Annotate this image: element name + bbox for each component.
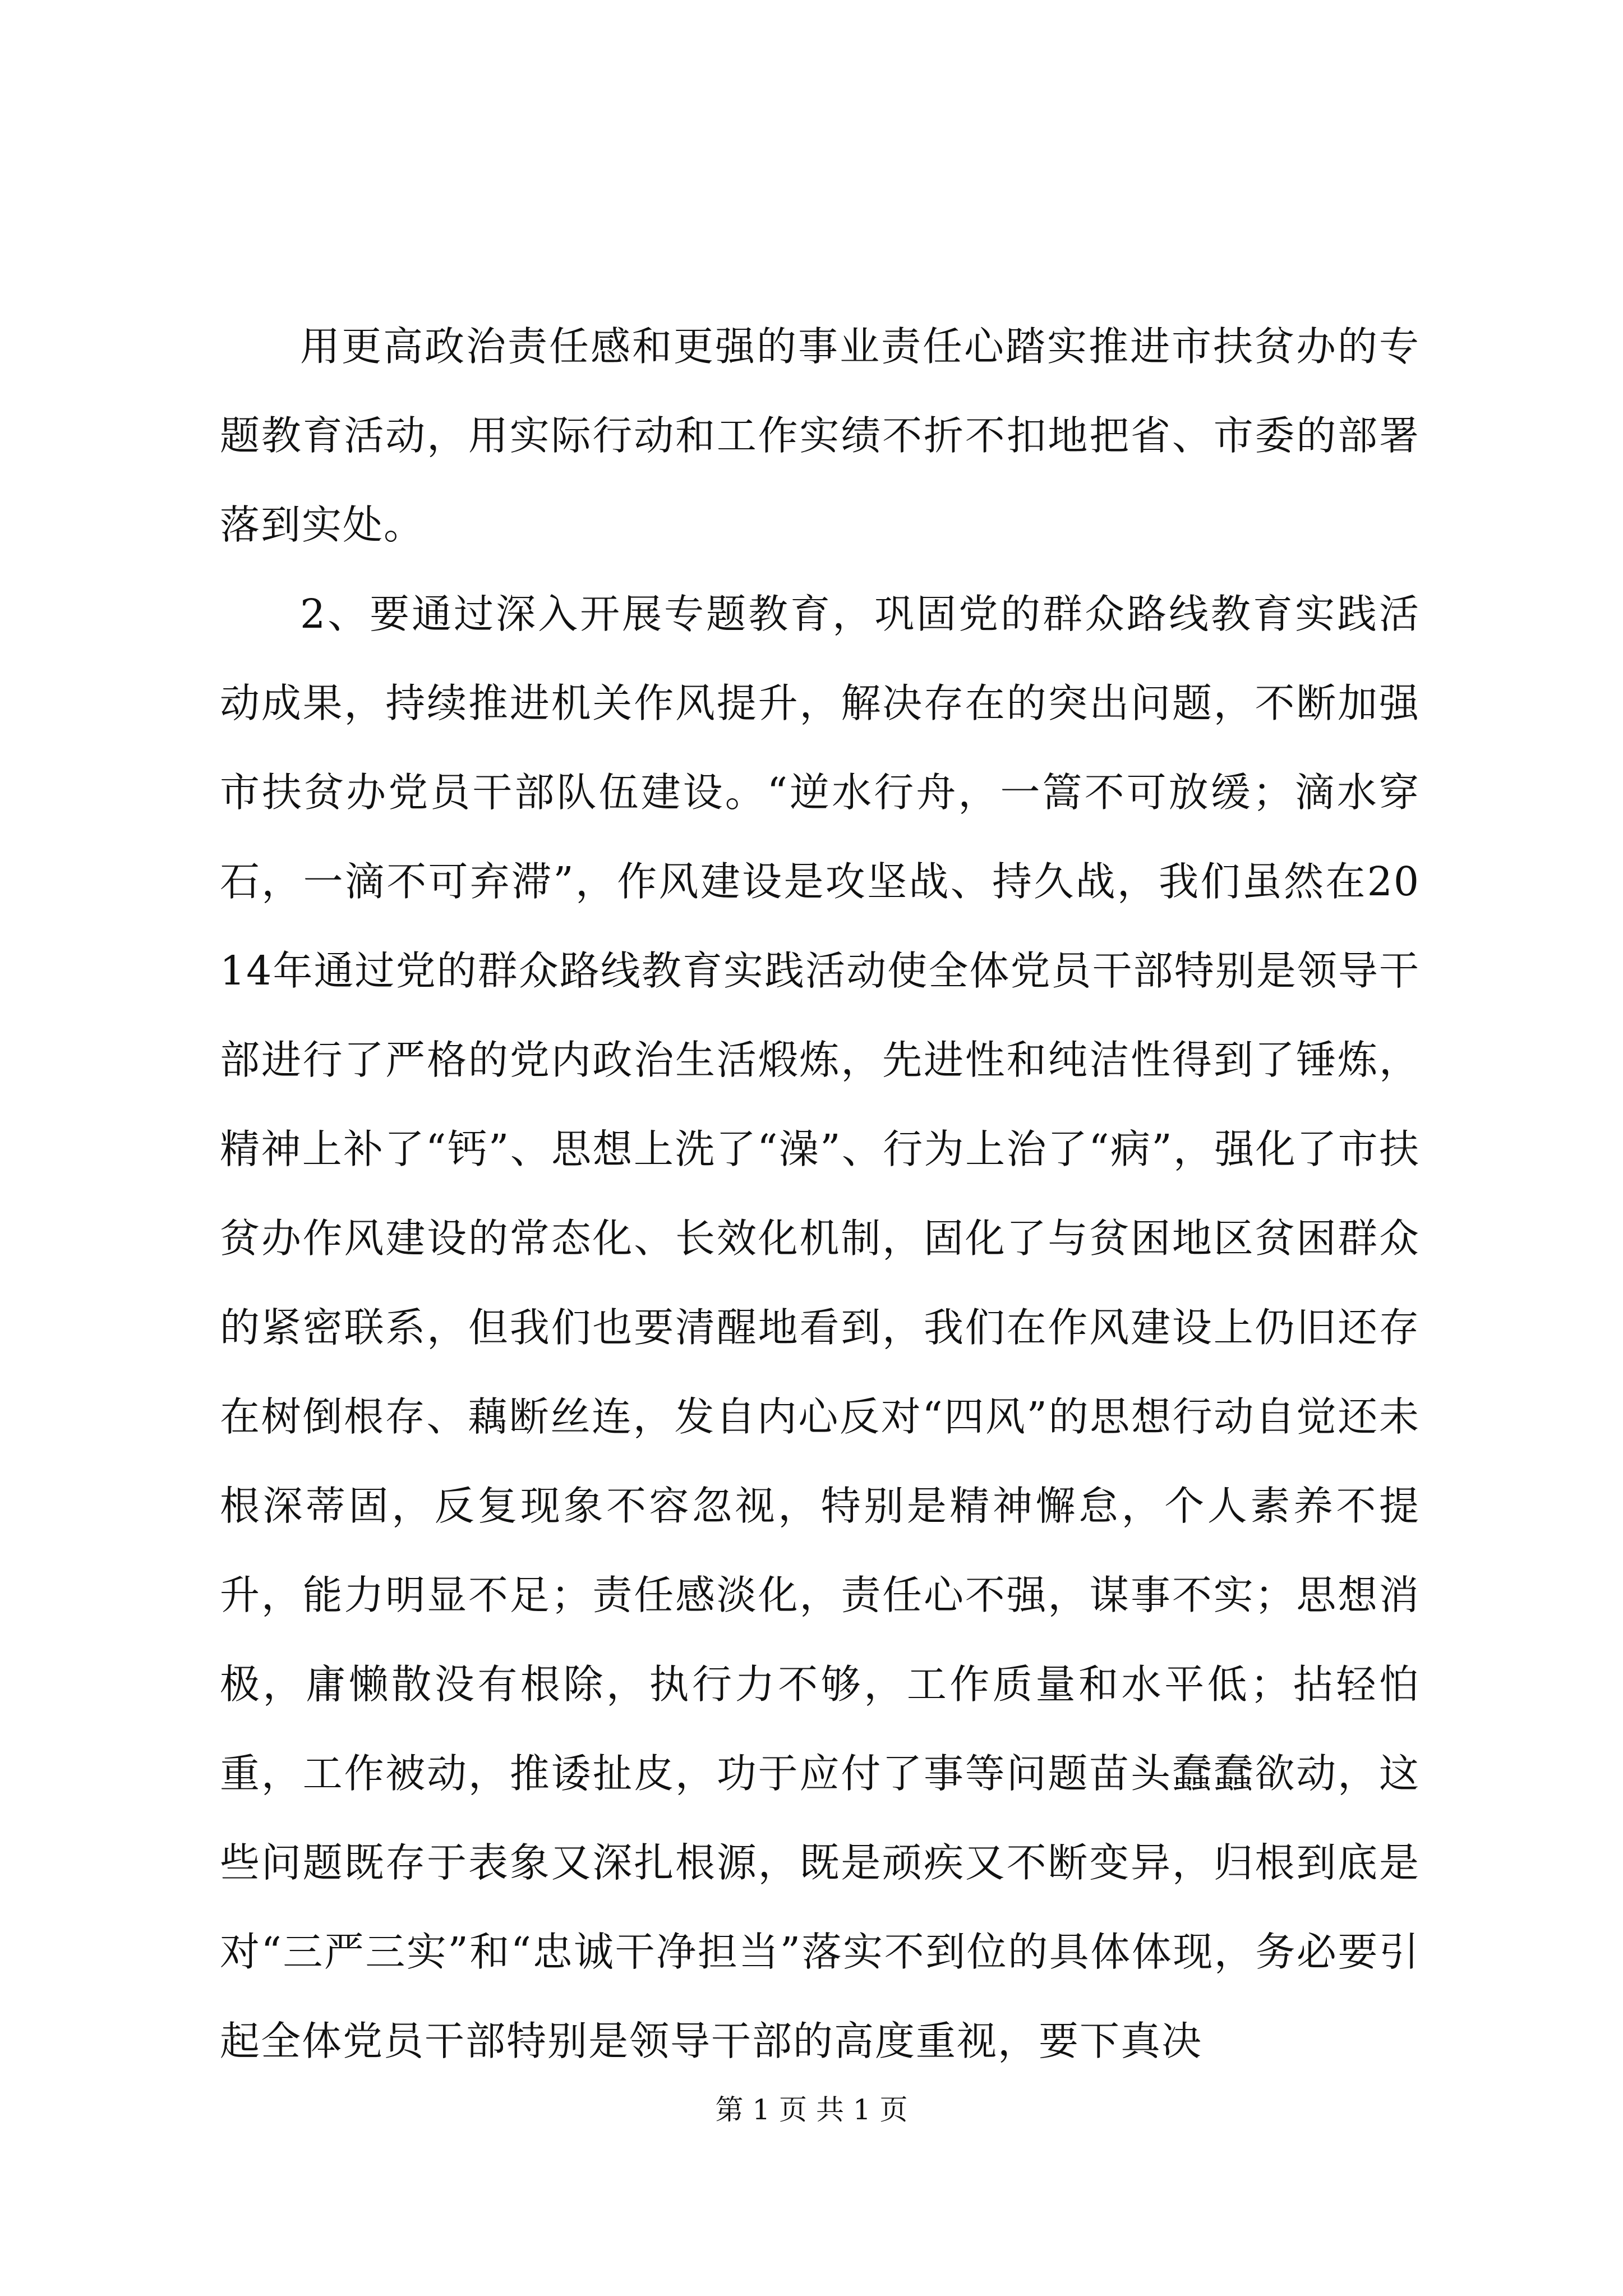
document-body	[220, 302, 1420, 2086]
paragraph-2: 2、要通过深入开展专题教育，巩固党的群众路线教育实践活动成果，持续推进机关作风提升，解决存在的突出问题，不断加强市扶贫办党员干部队伍建设。“逆水行舟，一篙不可放缓；滴水穿石，一滴不可弃滞”，作风建设是攻坚战、持久战，我们虽然在2014年通过党的群众路线教育实践活动使全体党员干部特别是领导干部进行了严格的党内政治生活煅炼，先进性和纯洁性得到了锤炼，精神上补了“钙”、思想上洗了“澡”、行为上治了“病”，强化了市扶贫办作风建设的常态化、长效化机制，固化了与贫困地区贫困群众的紧密联系，但我们也要清醒地看到，我们在作风建设上仍旧还存在树倒根存、藕断丝连，发自内心反对“四风”的思想行动自觉还未根深蒂固，反复现象不容忽视，特别是精神懈怠，个人素养不提升，能力明显不足；责任感淡化，责任心不强，谋事不实；思想消极，庸懒散没有根除，执行力不够，工作质量和水平低；拈轻怕重，工作被动，推诿扯皮，功于应付了事等问题苗头蠢蠢欲动，这些问题既存于表象又深扎根源，既是顽疾又不断变异，归根到底是对“三严三实”和“忠诚干净担当”落实不到位的具体体现，务必要引起全体党员干部特别是领导干部的高度重视，要下真决	[220, 591, 1420, 2064]
paragraph-1: 用更高政治责任感和更强的事业责任心踏实推进市扶贫办的专题教育活动，用实际行动和工作实绩不折不扣地把省、市委的部署落到实处。	[220, 323, 1420, 548]
page-footer: 第 1 页 共 1 页	[715, 2093, 908, 2126]
